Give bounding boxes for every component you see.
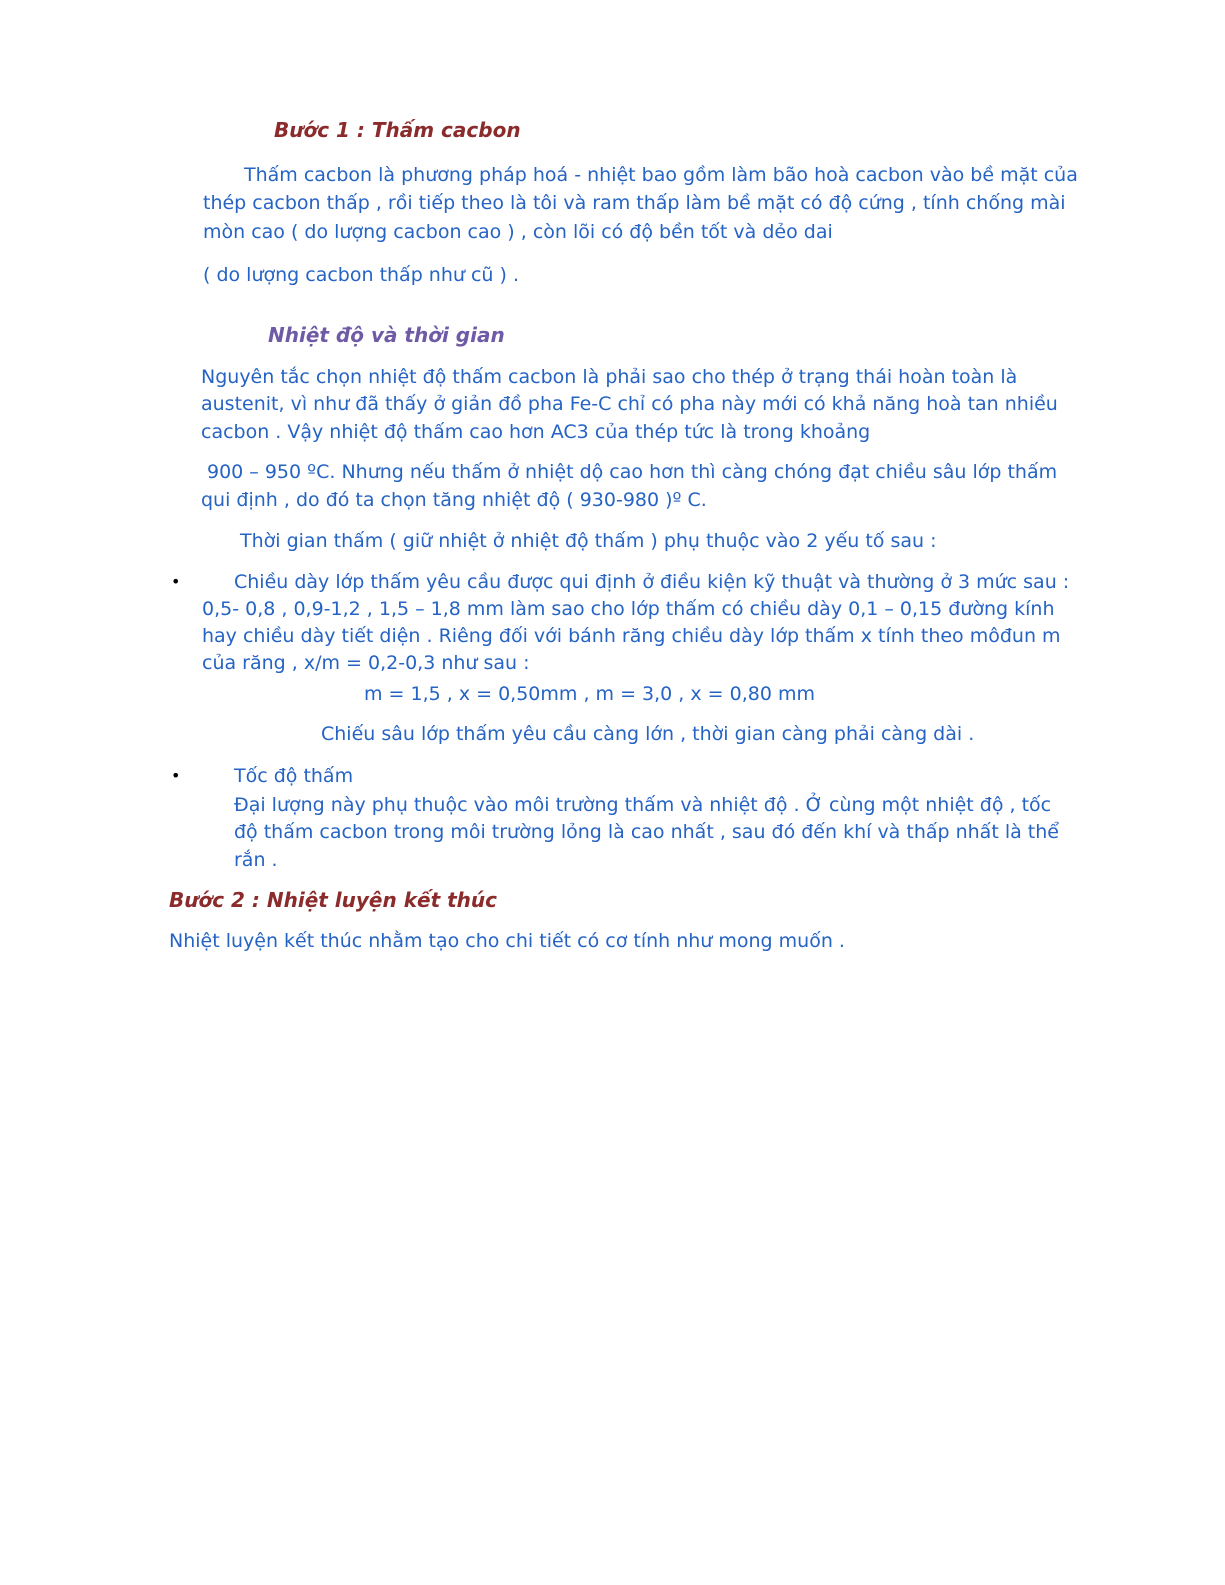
step2-text: Nhiệt luyện kết thúc nhằm tạo cho chi tiết có cơ tính như mong muốn . — [169, 930, 845, 952]
formula-line: m = 1,5 , x = 0,50mm , m = 3,0 , x = 0,80 mm — [364, 683, 815, 705]
bullet1-line-1: Chiều dày lớp thấm yêu cầu được qui định ở điều kiện kỹ thuật và thường ở 3 mức sau : — [234, 571, 1070, 593]
bullet2-title: Tốc độ thấm — [234, 765, 354, 787]
step1-intro-line-3: mòn cao ( do lượng cacbon cao ) , còn lõi có độ bền tốt và dẻo dai — [203, 221, 833, 243]
step1-intro-line-2: thép cacbon thấp , rồi tiếp theo là tôi và ram thấp làm bề mặt có độ cứng , tính chống mài — [203, 192, 1066, 214]
temp-para2-line-1: 900 – 950 ºC. Nhưng nếu thấm ở nhiệt dộ cao hơn thì càng chóng đạt chiều sâu lớp thấm — [207, 461, 1058, 483]
step1-intro-line-4: ( do lượng cacbon thấp như cũ ) . — [203, 264, 519, 286]
depth-note: Chiếu sâu lớp thấm yêu cầu càng lớn , thời gian càng phải càng dài . — [321, 723, 975, 745]
step2-heading: Bước 2 : Nhiệt luyện kết thúc — [169, 888, 497, 912]
bullet1-line-3: hay chiều dày tiết diện . Riêng đối với bánh răng chiều dày lớp thấm x tính theo môđun m — [202, 625, 1061, 647]
temp-para3: Thời gian thấm ( giữ nhiệt ở nhiệt độ thấm ) phụ thuộc vào 2 yếu tố sau : — [240, 530, 937, 552]
bullet2-line-3: rắn . — [234, 849, 278, 871]
bullet1-line-4: của răng , x/m = 0,2-0,3 như sau : — [202, 652, 530, 674]
temp-para1-line-3: cacbon . Vậy nhiệt độ thấm cao hơn AC3 của thép tức là trong khoảng — [201, 421, 871, 443]
step1-intro-line-1: Thấm cacbon là phương pháp hoá - nhiệt bao gồm làm bão hoà cacbon vào bề mặt của — [244, 164, 1078, 186]
bullet2-line-2: độ thấm cacbon trong môi trường lỏng là cao nhất , sau đó đến khí và thấp nhất là thể — [234, 821, 1059, 843]
bullet2-line-1: Đại lượng này phụ thuộc vào môi trường thấm và nhiệt độ . Ở cùng một nhiệt độ , tốc — [234, 794, 1052, 816]
temp-para1-line-1: Nguyên tắc chọn nhiệt độ thấm cacbon là phải sao cho thép ở trạng thái hoàn toàn là — [201, 366, 1018, 388]
temp-para1-line-2: austenit, vì như đã thấy ở giản đồ pha Fe-C chỉ có pha này mới có khả năng hoà tan nhiều — [201, 393, 1058, 415]
step1-heading: Bước 1 : Thấm cacbon — [274, 118, 521, 142]
temp-para2-line-2: qui định , do đó ta chọn tăng nhiệt độ ( 930-980 )º C. — [201, 489, 707, 511]
bullet-1-marker: • — [171, 572, 181, 591]
bullet-2-marker: • — [171, 766, 181, 785]
bullet1-line-2: 0,5- 0,8 , 0,9-1,2 , 1,5 – 1,8 mm làm sao cho lớp thấm có chiều dày 0,1 – 0,15 đường kính — [202, 598, 1055, 620]
temp-time-heading: Nhiệt độ và thời gian — [268, 323, 505, 347]
